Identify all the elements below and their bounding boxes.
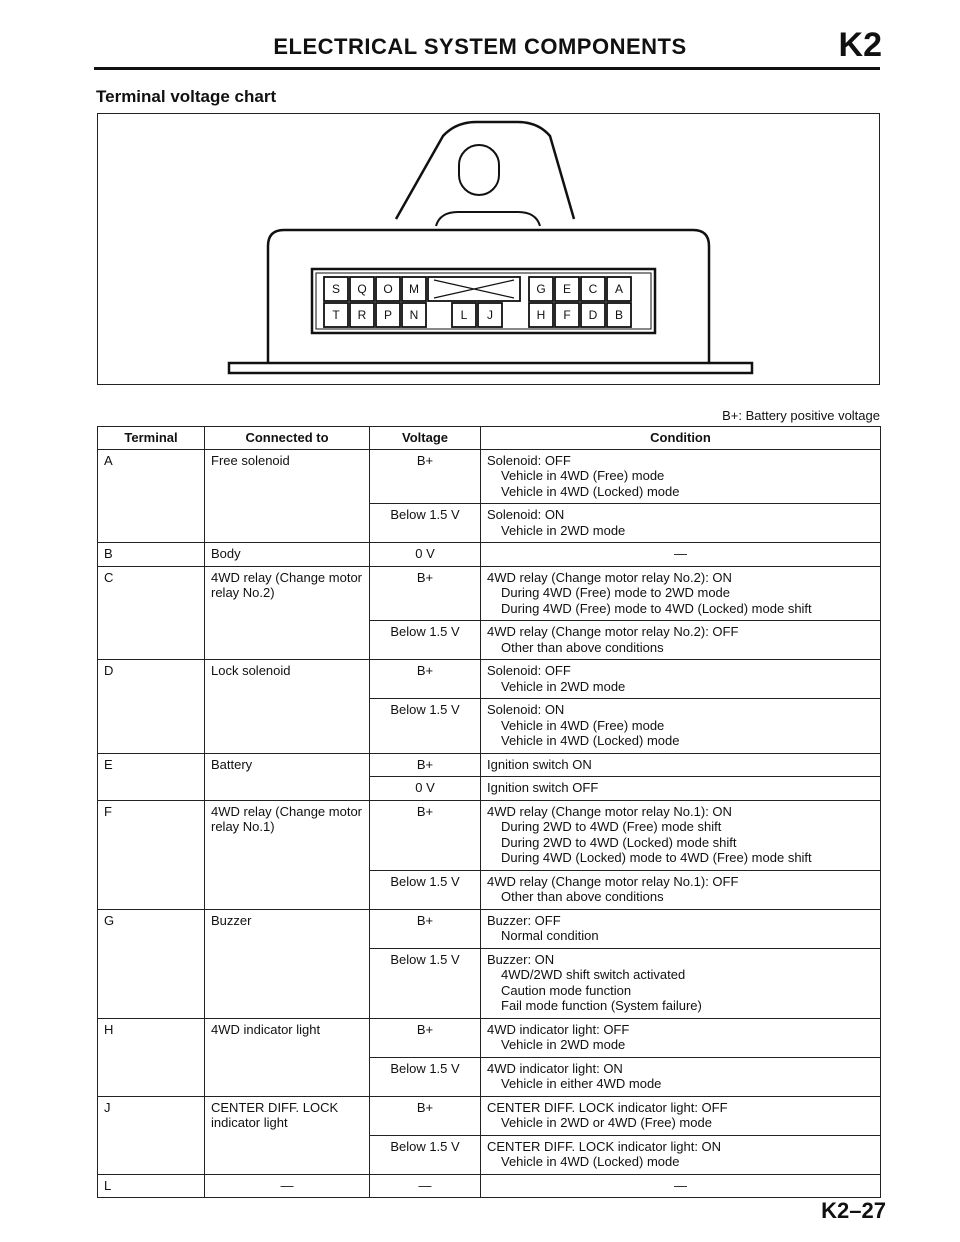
pin-label-top-2: O [383, 282, 393, 296]
header-voltage: Voltage [370, 427, 481, 450]
condition-line: CENTER DIFF. LOCK indicator light: ON [487, 1138, 722, 1154]
table-row [98, 800, 881, 870]
condition-line: Vehicle in 2WD mode [501, 1037, 626, 1052]
terminal-cell: A [98, 449, 205, 543]
connector-diagram [97, 113, 880, 385]
condition-cell [481, 753, 881, 777]
condition-line: CENTER DIFF. LOCK indicator light: OFF [487, 1099, 728, 1115]
condition-line: Solenoid: OFF [487, 452, 571, 468]
connected-to-cell: Buzzer [205, 909, 370, 1018]
connected-to-cell: 4WD relay (Change motor relay No.1) [205, 800, 370, 909]
voltage-cell: B+ [370, 753, 481, 777]
table-row [98, 566, 881, 621]
condition-line: Ignition switch OFF [487, 780, 599, 795]
terminal-cell: B [98, 543, 205, 567]
pin-label-top-6: C [588, 282, 598, 296]
voltage-cell: Below 1.5 V [370, 1135, 481, 1174]
header-terminal: Terminal [98, 427, 205, 450]
table-row [98, 909, 881, 948]
condition-line: Solenoid: OFF [487, 663, 571, 678]
condition-line: Normal condition [501, 928, 599, 943]
terminal-cell: J [98, 1096, 205, 1174]
condition-line: Solenoid: ON [487, 702, 565, 717]
voltage-cell: B+ [370, 1096, 481, 1135]
pin-label-bottom-8: D [588, 308, 598, 322]
condition-cell [481, 543, 881, 567]
condition-cell [481, 504, 881, 543]
connected-to-cell: 4WD relay (Change motor relay No.2) [205, 566, 370, 660]
condition-cell [481, 1135, 881, 1174]
header-condition: Condition [481, 427, 881, 450]
section-code: K2 [838, 26, 882, 64]
pin-label-bottom-9: B [614, 308, 624, 322]
voltage-cell: Below 1.5 V [370, 1057, 481, 1096]
connector-illustration [98, 114, 881, 386]
table-row [98, 1174, 881, 1198]
pin-label-bottom-6: H [536, 308, 546, 322]
condition-line: Caution mode function [501, 982, 632, 998]
condition-line: Solenoid: ON [487, 507, 565, 522]
terminal-cell: H [98, 1018, 205, 1096]
condition-line: 4WD relay (Change motor relay No.1): OFF [487, 873, 739, 889]
pin-label-bottom-3: N [409, 308, 419, 322]
voltage-cell: B+ [370, 800, 481, 870]
table-row [98, 1096, 881, 1135]
table-row [98, 660, 881, 699]
table-header-row [98, 427, 881, 450]
connected-to-cell: Free solenoid [205, 449, 370, 543]
table-body [98, 449, 881, 1198]
voltage-cell: Below 1.5 V [370, 948, 481, 1018]
terminal-cell: E [98, 753, 205, 800]
connected-to-cell: CENTER DIFF. LOCK indicator light [205, 1096, 370, 1174]
voltage-cell: 0 V [370, 777, 481, 801]
pin-label-bottom-1: R [357, 308, 367, 322]
voltage-cell: Below 1.5 V [370, 621, 481, 660]
condition-line: — [674, 1177, 687, 1193]
condition-line: 4WD relay (Change motor relay No.1): ON [487, 803, 732, 819]
voltage-cell: B+ [370, 449, 481, 504]
condition-line: During 4WD (Free) mode to 4WD (Locked) mode shift [501, 600, 812, 616]
pin-label-top-3: M [409, 282, 419, 296]
condition-line: 4WD relay (Change motor relay No.2): ON [487, 569, 732, 585]
condition-cell [481, 1174, 881, 1198]
pin-label-bottom-4: L [460, 308, 468, 322]
terminal-voltage-table [97, 426, 881, 1198]
condition-line: Vehicle in 4WD (Locked) mode [501, 483, 680, 499]
connected-to-cell: Lock solenoid [205, 660, 370, 754]
condition-cell [481, 870, 881, 909]
condition-line: Buzzer: OFF [487, 912, 561, 928]
legend-note: B+: Battery positive voltage [722, 408, 880, 423]
condition-line: During 2WD to 4WD (Free) mode shift [501, 819, 722, 834]
page-number: K2–27 [821, 1198, 886, 1223]
voltage-cell: — [370, 1174, 481, 1198]
voltage-cell: B+ [370, 660, 481, 699]
condition-line: 4WD relay (Change motor relay No.2): OFF [487, 624, 739, 639]
terminal-cell: D [98, 660, 205, 754]
header-divider [94, 67, 880, 70]
condition-line: During 4WD (Free) mode to 2WD mode [501, 585, 731, 600]
section-title: Terminal voltage chart [96, 87, 277, 106]
condition-line: During 2WD to 4WD (Locked) mode shift [501, 834, 737, 850]
condition-line: Buzzer: ON [487, 951, 555, 967]
connected-to-cell: — [205, 1174, 370, 1198]
pin-label-bottom-7: F [563, 308, 571, 322]
pin-label-bottom-0: T [332, 308, 340, 322]
connected-to-cell: Body [205, 543, 370, 567]
table-row [98, 1018, 881, 1057]
condition-line: Other than above conditions [501, 889, 664, 904]
condition-cell [481, 948, 881, 1018]
condition-cell [481, 660, 881, 699]
table-row [98, 753, 881, 777]
condition-cell [481, 449, 881, 504]
pin-label-top-5: E [562, 282, 572, 296]
condition-line: Fail mode function (System failure) [501, 998, 702, 1013]
condition-cell [481, 909, 881, 948]
condition-cell [481, 800, 881, 870]
header-connected-to: Connected to [205, 427, 370, 450]
condition-cell [481, 566, 881, 621]
condition-line: Ignition switch ON [487, 756, 592, 772]
pin-label-top-1: Q [357, 282, 367, 296]
terminal-cell: L [98, 1174, 205, 1198]
voltage-cell: 0 V [370, 543, 481, 567]
table-row [98, 543, 881, 567]
condition-line: — [674, 546, 687, 561]
condition-cell [481, 621, 881, 660]
condition-cell [481, 1057, 881, 1096]
condition-cell [481, 1018, 881, 1057]
condition-line: Vehicle in 2WD mode [501, 678, 626, 694]
pin-label-bottom-2: P [383, 308, 393, 322]
voltage-cell: Below 1.5 V [370, 870, 481, 909]
pin-label-top-7: A [614, 282, 624, 296]
condition-line: Vehicle in 2WD or 4WD (Free) mode [501, 1115, 712, 1130]
terminal-cell: C [98, 566, 205, 660]
table-row [98, 449, 881, 504]
condition-line: Vehicle in 2WD mode [501, 522, 626, 538]
condition-line: 4WD/2WD shift switch activated [501, 967, 686, 982]
condition-cell [481, 699, 881, 754]
voltage-cell: B+ [370, 1018, 481, 1057]
condition-cell [481, 1096, 881, 1135]
pin-label-top-4: G [536, 282, 546, 296]
connected-to-cell: 4WD indicator light [205, 1018, 370, 1096]
pin-label-top-0: S [331, 282, 341, 296]
condition-line: Vehicle in 4WD (Free) mode [501, 468, 665, 483]
voltage-cell: B+ [370, 909, 481, 948]
condition-line: Vehicle in 4WD (Free) mode [501, 717, 665, 733]
voltage-cell: B+ [370, 566, 481, 621]
page-header-title: ELECTRICAL SYSTEM COMPONENTS [273, 34, 687, 59]
condition-line: 4WD indicator light: ON [487, 1060, 623, 1076]
connected-to-cell: Battery [205, 753, 370, 800]
condition-cell [481, 777, 881, 801]
condition-line: Vehicle in 4WD (Locked) mode [501, 1154, 680, 1169]
pin-label-bottom-5: J [487, 308, 493, 322]
terminal-cell: G [98, 909, 205, 1018]
condition-line: During 4WD (Locked) mode to 4WD (Free) mode shift [501, 850, 812, 865]
voltage-cell: Below 1.5 V [370, 504, 481, 543]
condition-line: Other than above conditions [501, 639, 664, 655]
terminal-cell: F [98, 800, 205, 909]
condition-line: Vehicle in either 4WD mode [501, 1076, 662, 1091]
voltage-cell: Below 1.5 V [370, 699, 481, 754]
condition-line: 4WD indicator light: OFF [487, 1021, 630, 1037]
condition-line: Vehicle in 4WD (Locked) mode [501, 733, 680, 748]
